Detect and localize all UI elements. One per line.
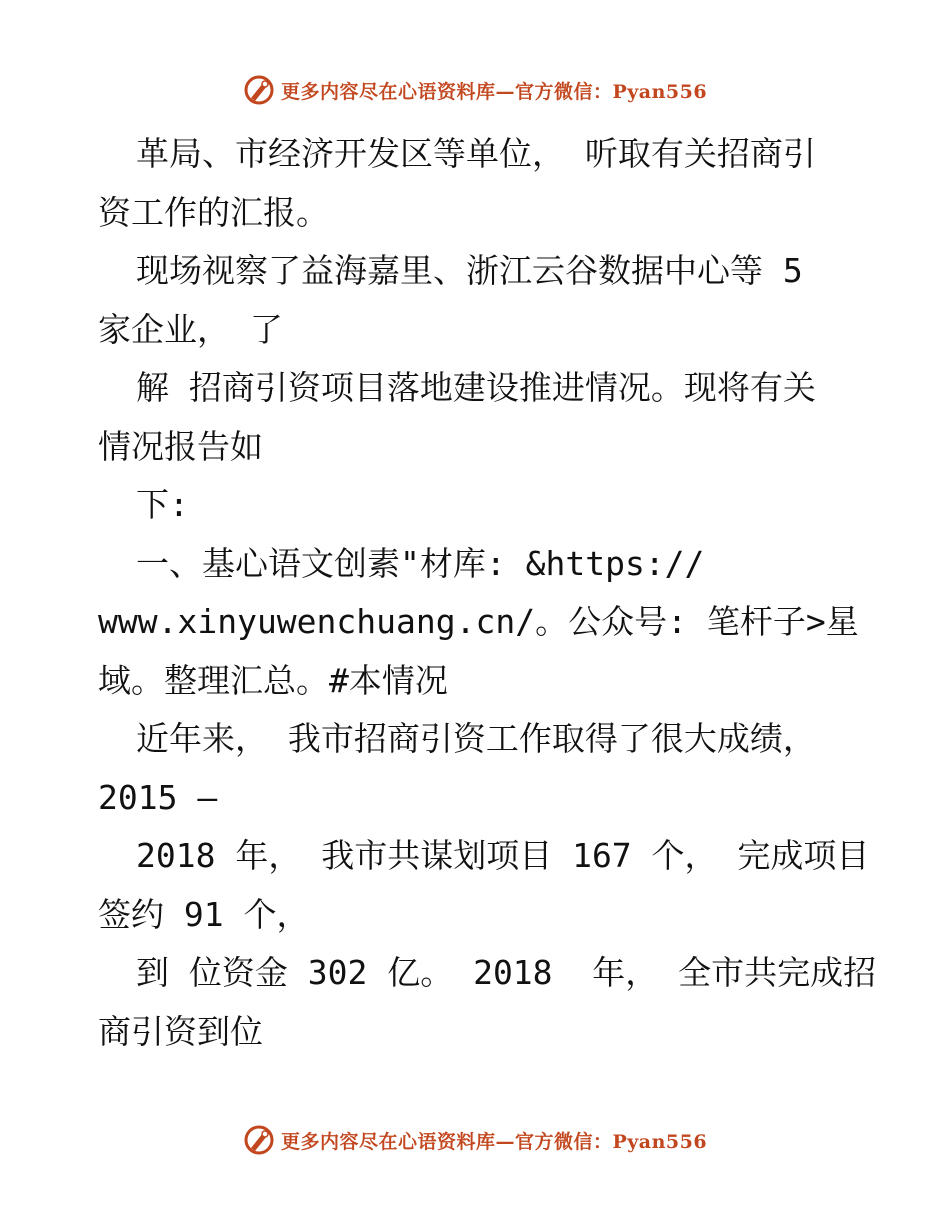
footer-banner — [0, 1120, 950, 1160]
text-line: 现场视察了益海嘉里、浙江云谷数据中心等 5 — [136, 251, 803, 290]
text-line: 2015 — — [98, 777, 218, 817]
text-line: 签约 91 个， — [98, 894, 310, 934]
text-line: 商引资到位 — [98, 1011, 263, 1051]
section-heading-line: 一、基心语文创素"材库: &https:// — [136, 543, 705, 583]
header-banner-text: 更多内容尽在心语资料库—官方微信：Pyan556 — [280, 80, 708, 103]
text-line: 解 招商引资项目落地建设推进情况。现将有关 — [136, 368, 816, 407]
pen-logo-icon — [243, 1124, 275, 1156]
document-body — [98, 125, 877, 1061]
text-line: 家企业， 了 — [98, 309, 283, 349]
pen-logo-icon — [243, 74, 275, 106]
header-banner — [0, 70, 950, 110]
text-line: 下: — [136, 485, 189, 524]
text-line: 情况报告如 — [98, 426, 263, 466]
footer-banner-text: 更多内容尽在心语资料库—官方微信：Pyan556 — [280, 1130, 708, 1153]
text-line: 革局、市经济开发区等单位， 听取有关招商引 — [136, 134, 816, 173]
text-line: 2018 年， 我市共谋划项目 167 个， 完成项目 — [136, 836, 870, 875]
text-line: 到 位资金 302 亿。 2018 年， 全市共完成招 — [136, 953, 877, 992]
text-line: 资工作的汇报。 — [98, 192, 329, 232]
text-line: 域。整理汇总。#本情况 — [98, 660, 448, 700]
text-line: 近年来， 我市招商引资工作取得了很大成绩， — [136, 719, 816, 758]
text-line: www.xinyuwenchuang.cn/。公众号: 笔杆子>星 — [98, 602, 859, 641]
